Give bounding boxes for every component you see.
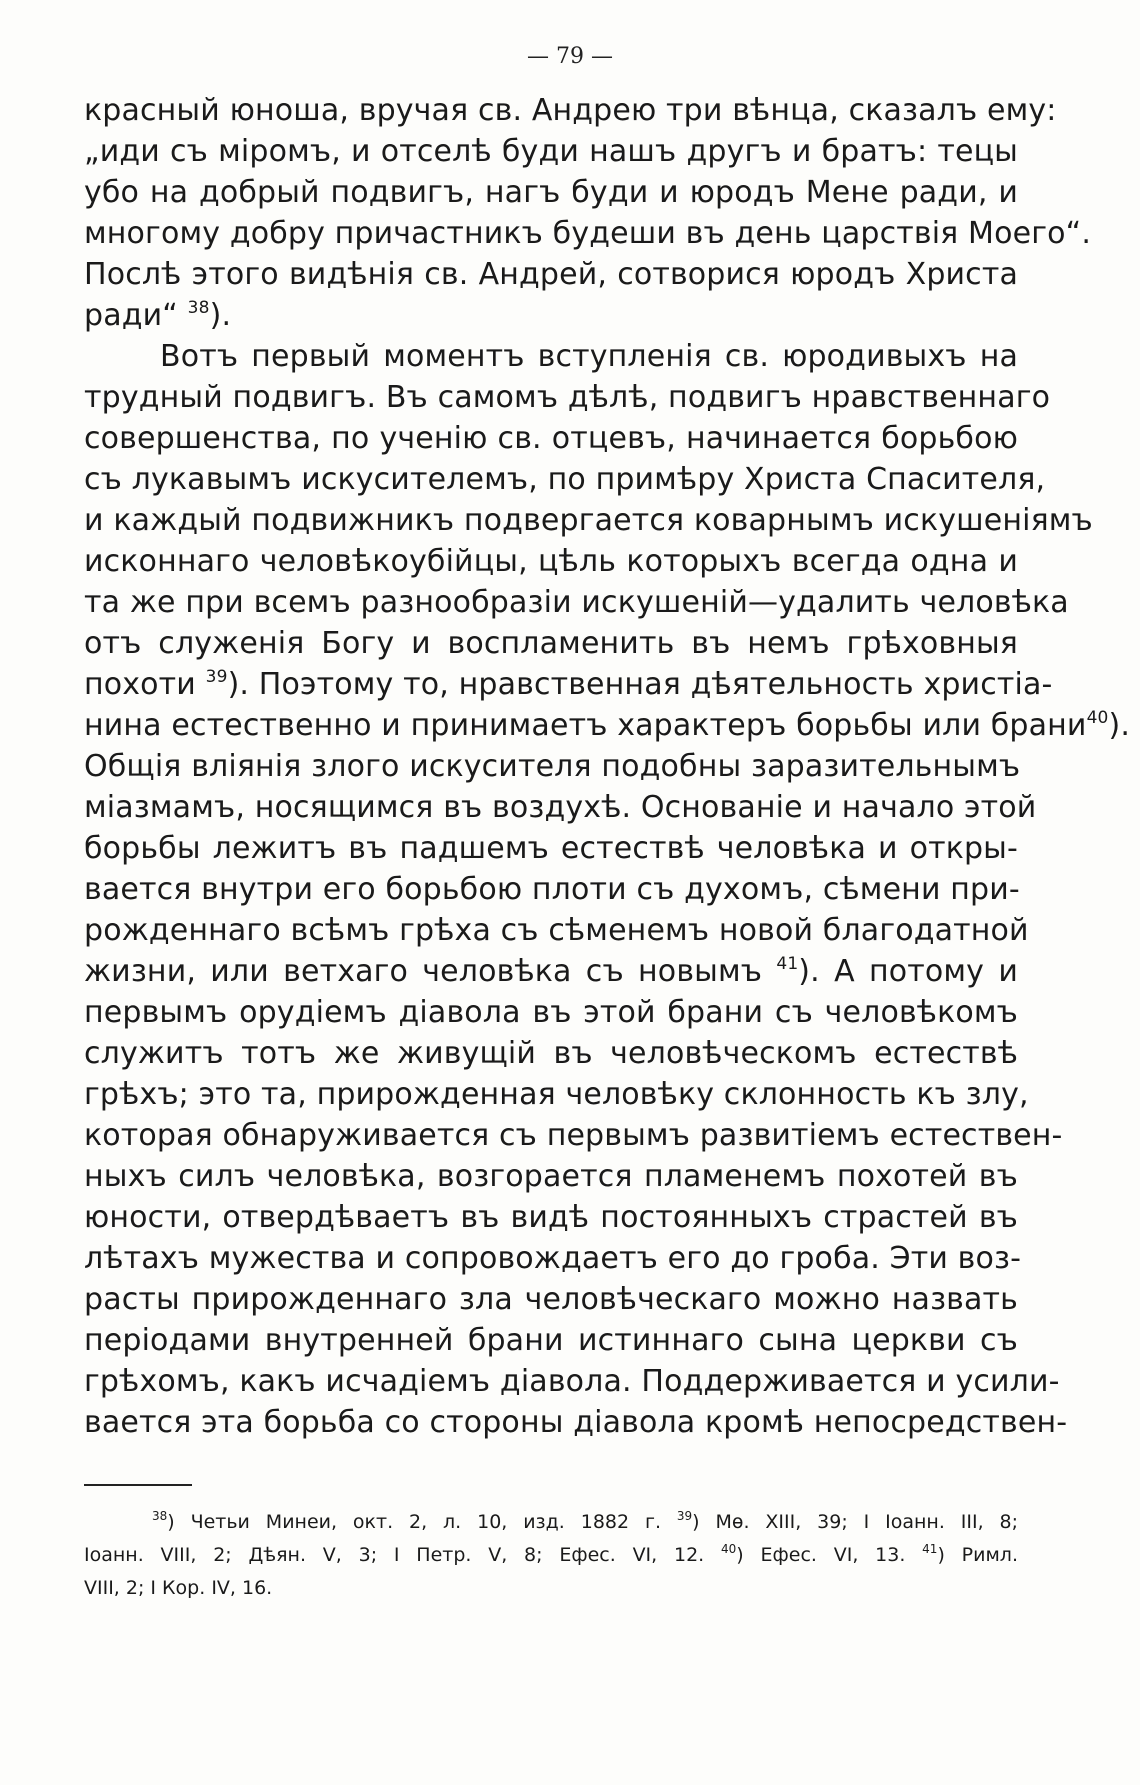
footnote-divider (84, 1484, 192, 1486)
text-line: Общія вліянія злого искусителя подобны заразительнымъ (84, 749, 1021, 784)
text-line: вается эта борьба со стороны діавола кромѣ непосредствен- (84, 1405, 1068, 1440)
text-line: періодами внутренней брани истиннаго сына церкви съ (84, 1323, 1018, 1358)
text-line: міазмамъ, носящимся въ воздухѣ. Основаніе и начало этой (84, 790, 1037, 825)
footnote-number: 38 (152, 1509, 168, 1523)
text-line: красный юноша, вручая св. Андрею три вѣнца, сказалъ ему: (84, 93, 1057, 128)
footnote-ref: 41 (776, 954, 799, 974)
text-line: грѣхъ; это та, прирожденная человѣку склонность къ злу, (84, 1077, 1029, 1112)
footnote-ref: 38 (187, 298, 210, 318)
text-line: которая обнаруживается съ первымъ развитіемъ естествен- (84, 1118, 1063, 1153)
text-line: грѣхомъ, какъ исчадіемъ діавола. Поддерживается и усили- (84, 1364, 1060, 1399)
text-line: Послѣ этого видѣнія св. Андрей, сотворися юродъ Христа (84, 257, 1018, 292)
footnote-number: 40 (721, 1542, 737, 1556)
text-line: та же при всемъ разнообразіи искушеній—удалить человѣка (84, 585, 1069, 620)
text-line: ради“ $^{38}$). (84, 298, 232, 333)
main-text (84, 90, 1131, 1443)
text-line: борьбы лежитъ въ падшемъ естествѣ человѣка и откры- (84, 831, 1018, 866)
footnote-line: $^{38}$) Четьи Минеи, окт. 2, л. 10, изд. 1882 г. $^{39}$) Мѳ. XIII, 39; I Іоанн. III, 8; (152, 1509, 1018, 1533)
text-line: съ лукавымъ искусителемъ, по примѣру Христа Спасителя, (84, 462, 1046, 497)
text-line: вается внутри его борьбою плоти съ духомъ, сѣмени при- (84, 872, 1020, 907)
text-line: совершенства, по ученію св. отцевъ, начинается борьбою (84, 421, 1018, 456)
text-line: и каждый подвижникъ подвергается коварнымъ искушеніямъ (84, 503, 1093, 538)
text-line: расты прирожденнаго зла человѣческаго можно назвать (84, 1282, 1018, 1317)
text-line: трудный подвигъ. Въ самомъ дѣлѣ, подвигъ нравственнаго (84, 380, 1051, 415)
footnote-ref: 39 (205, 667, 228, 687)
footnote-line: VIII, 2; I Кор. IV, 16. (84, 1577, 273, 1599)
text-line: отъ служенія Богу и воспламенить въ немъ грѣховныя (84, 626, 1018, 661)
text-line: нина естественно и принимаетъ характеръ борьбы или брани$^{40}$). (84, 708, 1131, 743)
text-line: исконнаго человѣкоубійцы, цѣль которыхъ всегда одна и (84, 544, 1018, 579)
text-line: юности, отвердѣваетъ въ видѣ постоянныхъ страстей въ (84, 1200, 1018, 1235)
footnote-ref: 40 (1086, 708, 1109, 728)
text-line: похоти $^{39}$). Поэтому то, нравственная дѣятельность христіа- (84, 667, 1053, 702)
page-number: — 79 — (527, 44, 613, 69)
text-line: служитъ тотъ же живущій въ человѣческомъ естествѣ (84, 1036, 1018, 1071)
text-line: жизни, или ветхаго человѣка съ новымъ $^{41}$). А потому и (84, 954, 1018, 989)
text-line: рожденнаго всѣмъ грѣха съ сѣменемъ новой благодатной (84, 913, 1029, 948)
footnote-number: 41 (922, 1542, 938, 1556)
text-line: ныхъ силъ человѣка, возгорается пламенемъ похотей въ (84, 1159, 1018, 1194)
footnotes (84, 1506, 1018, 1605)
footnote-line: Іоанн. VIII, 2; Дѣян. V, 3; I Петр. V, 8; Ефес. VI, 12. $^{40}$) Ефес. VI, 13. $^{41}$) Римл. (84, 1542, 1018, 1566)
text-line: Вотъ первый моментъ вступленія св. юродивыхъ на (160, 339, 1018, 374)
text-line: „иди съ міромъ, и отселѣ буди нашъ другъ и братъ: тецы (84, 134, 1018, 169)
text-line: многому добру причастникъ будеши въ день царствія Моего“. (84, 216, 1092, 251)
footnote-number: 39 (676, 1509, 693, 1523)
text-line: первымъ орудіемъ діавола въ этой брани съ человѣкомъ (84, 995, 1018, 1030)
text-line: лѣтахъ мужества и сопровождаетъ его до гроба. Эти воз- (84, 1241, 1022, 1276)
text-line: убо на добрый подвигъ, нагъ буди и юродъ Мене ради, и (84, 175, 1018, 210)
